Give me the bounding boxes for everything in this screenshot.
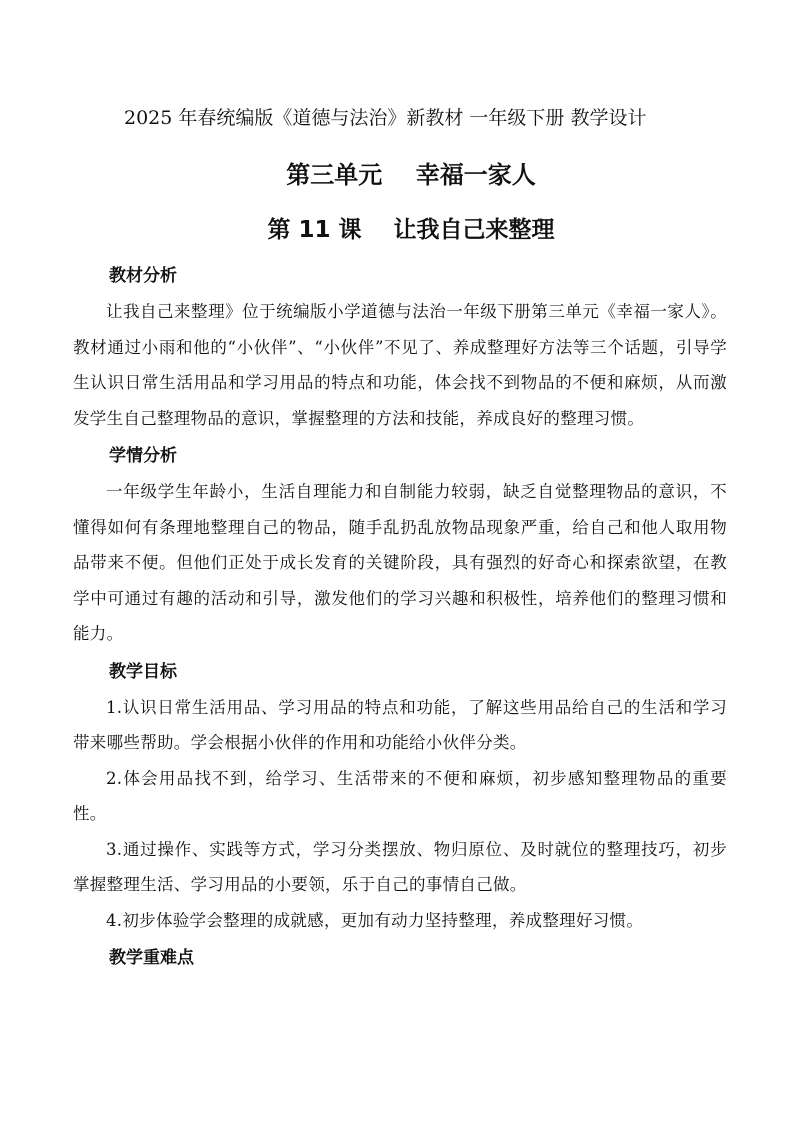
lesson-title: 第 11 课 让我自己来整理 (267, 217, 555, 243)
course-header: 2025 年春统编版《道德与法治》新教材 一年级下册 教学设计 (124, 107, 647, 129)
goal-item-2: 2.体会用品找不到，给学习、生活带来的不便和麻烦，初步感知整理物品的重要性。 (73, 768, 727, 823)
students-paragraph: 一年级学生年龄小，生活自理能力和自制能力较弱，缺乏自觉整理物品的意识，不懂得如何有条理地整理自己的物品，随手乱扔乱放物品现象严重，给自己和他人取用物品带来不便。但他们正处于成长发育的关键阶段，具有强烈的好奇心和探索欲望，在教学中可通过有趣的活动和引导，激发他们的学习兴趣和积极性，培养他们的整理习惯和能力。 (73, 482, 727, 643)
section-heading-materials: 教材分析 (109, 266, 177, 286)
materials-paragraph: 让我自己来整理》位于统编版小学道德与法治一年级下册第三单元《幸福一家人》。教材通过小雨和他的“小伙伴”、“小伙伴”不见了、养成整理好方法等三个话题，引导学生认识日常生活用品和学习用品的特点和功能，体会找不到物品的不便和麻烦，从而激发学生自己整理物品的意识，掌握整理的方法和技能，养成良好的整理习惯。 (73, 302, 727, 428)
goal-item-3: 3.通过操作、实践等方式，学习分类摆放、物归原位、及时就位的整理技巧，初步掌握整理生活、学习用品的小要领，乐于自己的事情自己做。 (73, 839, 727, 894)
section-heading-students: 学情分析 (109, 446, 177, 466)
document-body (73, 258, 727, 976)
goal-item-1: 1.认识日常生活用品、学习用品的特点和功能，了解这些用品给自己的生活和学习带来哪些帮助。学会根据小伙伴的作用和功能给小伙伴分类。 (73, 697, 727, 752)
goal-item-4: 4.初步体验学会整理的成就感，更加有动力坚持整理，养成整理好习惯。 (106, 910, 644, 930)
section-heading-key-points: 教学重难点 (109, 948, 194, 968)
unit-title: 第三单元 幸福一家人 (286, 161, 536, 189)
section-heading-goals: 教学目标 (109, 661, 177, 682)
